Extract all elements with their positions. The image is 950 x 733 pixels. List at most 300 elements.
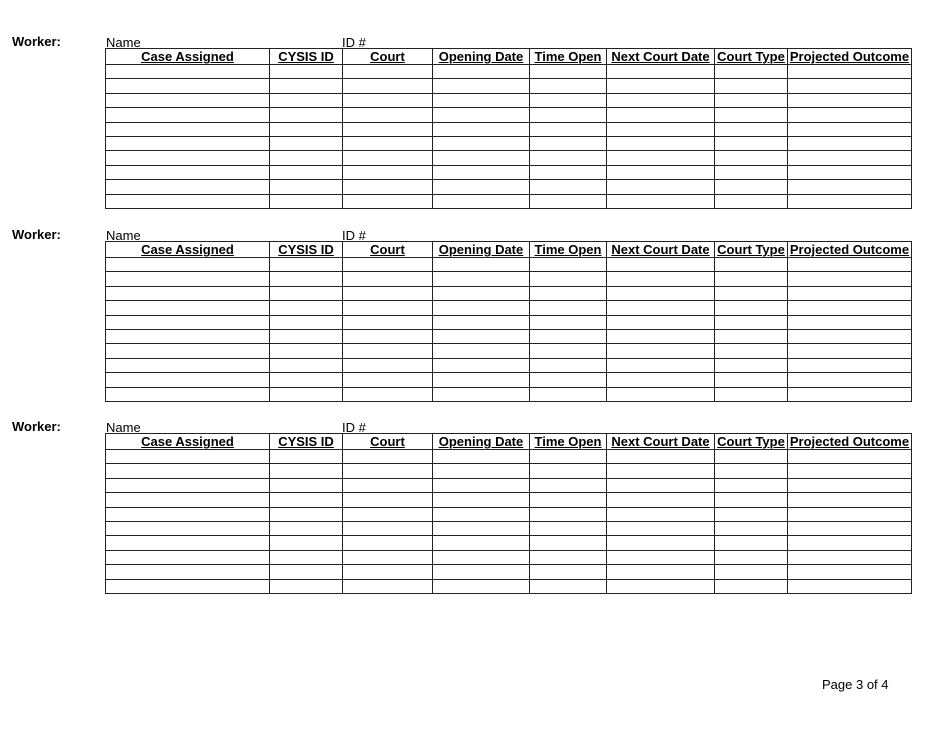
table-cell[interactable] <box>270 507 343 521</box>
table-cell[interactable] <box>433 521 530 535</box>
table-cell[interactable] <box>788 507 912 521</box>
table-cell[interactable] <box>788 65 912 79</box>
worker-section <box>0 227 950 417</box>
header-row <box>106 434 912 450</box>
table-row <box>106 579 912 593</box>
table-cell[interactable] <box>788 258 912 272</box>
table-cell[interactable] <box>270 93 343 107</box>
table-cell[interactable] <box>607 507 715 521</box>
table-cell[interactable] <box>607 536 715 550</box>
table-cell[interactable] <box>530 507 607 521</box>
table-cell[interactable] <box>607 358 715 372</box>
table-row <box>106 387 912 401</box>
table-cell[interactable] <box>607 373 715 387</box>
table-cell[interactable] <box>788 358 912 372</box>
table-cell[interactable] <box>433 79 530 93</box>
table-cell[interactable] <box>607 93 715 107</box>
table-cell[interactable] <box>715 344 788 358</box>
column-header: CYSIS ID <box>270 49 343 65</box>
table-cell[interactable] <box>433 493 530 507</box>
table-cell[interactable] <box>106 344 270 358</box>
table-cell[interactable] <box>343 286 433 300</box>
table-cell[interactable] <box>788 136 912 150</box>
table-cell[interactable] <box>788 493 912 507</box>
table-cell[interactable] <box>715 151 788 165</box>
table-cell[interactable] <box>607 344 715 358</box>
table-cell[interactable] <box>607 108 715 122</box>
table-cell[interactable] <box>788 329 912 343</box>
table-cell[interactable] <box>270 344 343 358</box>
id-label: ID # <box>342 420 366 435</box>
table-cell[interactable] <box>530 358 607 372</box>
table-cell[interactable] <box>530 450 607 464</box>
table-cell[interactable] <box>530 387 607 401</box>
table-cell[interactable] <box>530 344 607 358</box>
table-cell[interactable] <box>607 180 715 194</box>
table-cell[interactable] <box>270 358 343 372</box>
case-table <box>105 241 912 402</box>
table-cell[interactable] <box>530 373 607 387</box>
table-cell[interactable] <box>530 151 607 165</box>
table-cell[interactable] <box>530 536 607 550</box>
table-cell[interactable] <box>106 493 270 507</box>
table-cell[interactable] <box>607 79 715 93</box>
table-cell[interactable] <box>270 579 343 593</box>
table-row <box>106 108 912 122</box>
table-cell[interactable] <box>343 358 433 372</box>
table-cell[interactable] <box>715 165 788 179</box>
table-cell[interactable] <box>343 79 433 93</box>
table-cell[interactable] <box>607 521 715 535</box>
table-cell[interactable] <box>715 180 788 194</box>
table-row <box>106 151 912 165</box>
table-cell[interactable] <box>106 315 270 329</box>
table-row <box>106 536 912 550</box>
table-cell[interactable] <box>715 65 788 79</box>
table-cell[interactable] <box>270 493 343 507</box>
table-cell[interactable] <box>715 464 788 478</box>
table-cell[interactable] <box>530 315 607 329</box>
table-cell[interactable] <box>433 151 530 165</box>
table-cell[interactable] <box>788 79 912 93</box>
table-cell[interactable] <box>788 194 912 208</box>
table-cell[interactable] <box>433 565 530 579</box>
table-cell[interactable] <box>343 65 433 79</box>
table-cell[interactable] <box>106 93 270 107</box>
table-cell[interactable] <box>343 93 433 107</box>
table-cell[interactable] <box>788 272 912 286</box>
table-cell[interactable] <box>433 165 530 179</box>
table-cell[interactable] <box>788 478 912 492</box>
table-cell[interactable] <box>270 450 343 464</box>
table-cell[interactable] <box>343 536 433 550</box>
table-cell[interactable] <box>433 301 530 315</box>
table-cell[interactable] <box>433 550 530 564</box>
table-cell[interactable] <box>788 550 912 564</box>
table-cell[interactable] <box>106 108 270 122</box>
id-label: ID # <box>342 228 366 243</box>
table-cell[interactable] <box>715 315 788 329</box>
table-cell[interactable] <box>530 79 607 93</box>
table-cell[interactable] <box>433 272 530 286</box>
table-cell[interactable] <box>788 165 912 179</box>
column-header: Case Assigned <box>106 434 270 450</box>
table-cell[interactable] <box>106 258 270 272</box>
table-cell[interactable] <box>433 387 530 401</box>
table-row <box>106 565 912 579</box>
table-cell[interactable] <box>106 387 270 401</box>
table-cell[interactable] <box>607 565 715 579</box>
table-cell[interactable] <box>270 565 343 579</box>
table-cell[interactable] <box>270 194 343 208</box>
table-cell[interactable] <box>607 136 715 150</box>
table-cell[interactable] <box>715 493 788 507</box>
table-cell[interactable] <box>715 536 788 550</box>
table-cell[interactable] <box>607 258 715 272</box>
table-cell[interactable] <box>607 315 715 329</box>
table-cell[interactable] <box>343 478 433 492</box>
table-row <box>106 329 912 343</box>
table-cell[interactable] <box>607 165 715 179</box>
table-cell[interactable] <box>530 65 607 79</box>
table-row <box>106 180 912 194</box>
table-cell[interactable] <box>530 493 607 507</box>
table-cell[interactable] <box>607 493 715 507</box>
table-cell[interactable] <box>530 180 607 194</box>
table-cell[interactable] <box>715 122 788 136</box>
table-cell[interactable] <box>343 108 433 122</box>
table-cell[interactable] <box>715 550 788 564</box>
table-cell[interactable] <box>106 464 270 478</box>
table-cell[interactable] <box>715 93 788 107</box>
table-cell[interactable] <box>343 301 433 315</box>
table-cell[interactable] <box>106 579 270 593</box>
column-header: Next Court Date <box>607 49 715 65</box>
table-cell[interactable] <box>270 301 343 315</box>
table-cell[interactable] <box>788 536 912 550</box>
table-cell[interactable] <box>343 329 433 343</box>
table-cell[interactable] <box>106 521 270 535</box>
table-cell[interactable] <box>106 550 270 564</box>
table-row <box>106 122 912 136</box>
table-cell[interactable] <box>530 272 607 286</box>
worker-label: Worker: <box>12 419 61 434</box>
table-cell[interactable] <box>433 536 530 550</box>
table-cell[interactable] <box>343 464 433 478</box>
column-header: Court <box>343 242 433 258</box>
table-cell[interactable] <box>270 122 343 136</box>
table-cell[interactable] <box>106 79 270 93</box>
table-cell[interactable] <box>607 301 715 315</box>
table-cell[interactable] <box>433 180 530 194</box>
column-header: Time Open <box>530 49 607 65</box>
table-cell[interactable] <box>343 122 433 136</box>
table-cell[interactable] <box>788 151 912 165</box>
table-cell[interactable] <box>715 358 788 372</box>
table-cell[interactable] <box>433 65 530 79</box>
table-cell[interactable] <box>106 478 270 492</box>
table-cell[interactable] <box>530 301 607 315</box>
table-row <box>106 165 912 179</box>
table-cell[interactable] <box>343 387 433 401</box>
table-row <box>106 136 912 150</box>
table-cell[interactable] <box>715 521 788 535</box>
table-cell[interactable] <box>433 315 530 329</box>
table-cell[interactable] <box>788 315 912 329</box>
table-cell[interactable] <box>106 507 270 521</box>
table-cell[interactable] <box>788 108 912 122</box>
table-cell[interactable] <box>106 151 270 165</box>
table-cell[interactable] <box>270 387 343 401</box>
table-cell[interactable] <box>607 194 715 208</box>
table-cell[interactable] <box>607 464 715 478</box>
table-cell[interactable] <box>270 180 343 194</box>
table-cell[interactable] <box>106 450 270 464</box>
table-cell[interactable] <box>433 136 530 150</box>
table-cell[interactable] <box>433 579 530 593</box>
case-table <box>105 433 912 594</box>
table-cell[interactable] <box>607 579 715 593</box>
table-cell[interactable] <box>788 521 912 535</box>
table-cell[interactable] <box>343 272 433 286</box>
table-cell[interactable] <box>530 122 607 136</box>
table-cell[interactable] <box>343 194 433 208</box>
table-cell[interactable] <box>433 258 530 272</box>
table-cell[interactable] <box>433 507 530 521</box>
table-cell[interactable] <box>343 165 433 179</box>
table-cell[interactable] <box>343 565 433 579</box>
table-cell[interactable] <box>106 358 270 372</box>
table-cell[interactable] <box>433 344 530 358</box>
table-row <box>106 521 912 535</box>
table-cell[interactable] <box>607 151 715 165</box>
worker-label: Worker: <box>12 34 61 49</box>
table-row <box>106 272 912 286</box>
table-cell[interactable] <box>530 478 607 492</box>
table-cell[interactable] <box>788 464 912 478</box>
table-cell[interactable] <box>715 450 788 464</box>
column-header: Court Type <box>715 242 788 258</box>
table-row <box>106 93 912 107</box>
column-header: Time Open <box>530 434 607 450</box>
table-cell[interactable] <box>343 493 433 507</box>
table-cell[interactable] <box>433 478 530 492</box>
table-cell[interactable] <box>343 344 433 358</box>
table-cell[interactable] <box>530 329 607 343</box>
column-header: Opening Date <box>433 242 530 258</box>
column-header: Projected Outcome <box>788 242 912 258</box>
table-cell[interactable] <box>715 565 788 579</box>
table-cell[interactable] <box>343 136 433 150</box>
table-cell[interactable] <box>607 550 715 564</box>
table-row <box>106 358 912 372</box>
table-cell[interactable] <box>270 521 343 535</box>
table-cell[interactable] <box>106 301 270 315</box>
column-header: Next Court Date <box>607 434 715 450</box>
table-cell[interactable] <box>270 464 343 478</box>
table-cell[interactable] <box>530 93 607 107</box>
header-row <box>106 242 912 258</box>
table-cell[interactable] <box>530 550 607 564</box>
table-cell[interactable] <box>530 108 607 122</box>
table-cell[interactable] <box>433 93 530 107</box>
table-cell[interactable] <box>343 258 433 272</box>
table-cell[interactable] <box>607 387 715 401</box>
table-row <box>106 507 912 521</box>
table-cell[interactable] <box>270 286 343 300</box>
table-cell[interactable] <box>343 521 433 535</box>
table-cell[interactable] <box>270 373 343 387</box>
table-cell[interactable] <box>715 478 788 492</box>
table-cell[interactable] <box>788 450 912 464</box>
table-cell[interactable] <box>715 579 788 593</box>
column-header: Case Assigned <box>106 49 270 65</box>
table-cell[interactable] <box>788 301 912 315</box>
column-header: Court Type <box>715 434 788 450</box>
table-cell[interactable] <box>106 565 270 579</box>
table-cell[interactable] <box>343 151 433 165</box>
name-label: Name <box>106 420 141 435</box>
table-cell[interactable] <box>607 478 715 492</box>
table-cell[interactable] <box>270 315 343 329</box>
column-header: Opening Date <box>433 49 530 65</box>
table-cell[interactable] <box>715 329 788 343</box>
table-cell[interactable] <box>607 122 715 136</box>
column-header: Court <box>343 49 433 65</box>
table-cell[interactable] <box>530 194 607 208</box>
table-cell[interactable] <box>106 180 270 194</box>
table-cell[interactable] <box>715 373 788 387</box>
table-cell[interactable] <box>530 565 607 579</box>
table-cell[interactable] <box>106 373 270 387</box>
table-cell[interactable] <box>270 272 343 286</box>
table-cell[interactable] <box>788 122 912 136</box>
table-cell[interactable] <box>270 536 343 550</box>
table-cell[interactable] <box>715 272 788 286</box>
table-cell[interactable] <box>343 579 433 593</box>
table-cell[interactable] <box>270 136 343 150</box>
id-label: ID # <box>342 35 366 50</box>
table-cell[interactable] <box>106 286 270 300</box>
table-cell[interactable] <box>607 450 715 464</box>
table-cell[interactable] <box>433 108 530 122</box>
table-cell[interactable] <box>607 65 715 79</box>
table-cell[interactable] <box>715 286 788 300</box>
table-cell[interactable] <box>433 464 530 478</box>
table-cell[interactable] <box>106 329 270 343</box>
table-cell[interactable] <box>433 358 530 372</box>
table-cell[interactable] <box>607 272 715 286</box>
table-cell[interactable] <box>715 258 788 272</box>
table-cell[interactable] <box>788 387 912 401</box>
table-cell[interactable] <box>106 194 270 208</box>
table-cell[interactable] <box>433 194 530 208</box>
worker-section <box>0 419 950 609</box>
table-cell[interactable] <box>106 65 270 79</box>
table-row <box>106 550 912 564</box>
table-cell[interactable] <box>270 165 343 179</box>
table-cell[interactable] <box>530 136 607 150</box>
table-cell[interactable] <box>433 329 530 343</box>
table-cell[interactable] <box>788 286 912 300</box>
column-header: Case Assigned <box>106 242 270 258</box>
table-cell[interactable] <box>106 272 270 286</box>
table-cell[interactable] <box>788 565 912 579</box>
table-cell[interactable] <box>270 478 343 492</box>
table-cell[interactable] <box>270 151 343 165</box>
column-header: Court <box>343 434 433 450</box>
table-cell[interactable] <box>788 373 912 387</box>
table-row <box>106 464 912 478</box>
table-cell[interactable] <box>715 301 788 315</box>
table-cell[interactable] <box>270 79 343 93</box>
table-cell[interactable] <box>788 93 912 107</box>
table-cell[interactable] <box>343 550 433 564</box>
page-number: Page 3 of 4 <box>822 677 889 692</box>
table-cell[interactable] <box>270 258 343 272</box>
table-cell[interactable] <box>788 344 912 358</box>
table-cell[interactable] <box>106 122 270 136</box>
table-cell[interactable] <box>343 180 433 194</box>
column-header: CYSIS ID <box>270 434 343 450</box>
table-cell[interactable] <box>106 165 270 179</box>
table-row <box>106 315 912 329</box>
table-cell[interactable] <box>530 165 607 179</box>
table-cell[interactable] <box>270 550 343 564</box>
table-cell[interactable] <box>106 536 270 550</box>
table-row <box>106 79 912 93</box>
table-cell[interactable] <box>343 373 433 387</box>
table-cell[interactable] <box>788 180 912 194</box>
table-cell[interactable] <box>106 136 270 150</box>
table-cell[interactable] <box>607 286 715 300</box>
table-cell[interactable] <box>715 194 788 208</box>
table-cell[interactable] <box>270 108 343 122</box>
table-cell[interactable] <box>530 464 607 478</box>
table-cell[interactable] <box>530 286 607 300</box>
table-cell[interactable] <box>343 450 433 464</box>
table-cell[interactable] <box>530 521 607 535</box>
table-cell[interactable] <box>715 79 788 93</box>
table-cell[interactable] <box>715 387 788 401</box>
table-row <box>106 301 912 315</box>
table-cell[interactable] <box>433 450 530 464</box>
table-cell[interactable] <box>343 507 433 521</box>
table-cell[interactable] <box>530 579 607 593</box>
table-cell[interactable] <box>343 315 433 329</box>
table-cell[interactable] <box>270 65 343 79</box>
case-table <box>105 48 912 209</box>
table-cell[interactable] <box>788 579 912 593</box>
table-row <box>106 258 912 272</box>
table-row <box>106 450 912 464</box>
table-cell[interactable] <box>607 329 715 343</box>
table-cell[interactable] <box>270 329 343 343</box>
header-row <box>106 49 912 65</box>
table-cell[interactable] <box>715 507 788 521</box>
table-cell[interactable] <box>530 258 607 272</box>
table-cell[interactable] <box>433 122 530 136</box>
table-cell[interactable] <box>433 373 530 387</box>
table-cell[interactable] <box>715 136 788 150</box>
column-header: Projected Outcome <box>788 49 912 65</box>
worker-label: Worker: <box>12 227 61 242</box>
table-cell[interactable] <box>433 286 530 300</box>
table-row <box>106 493 912 507</box>
table-cell[interactable] <box>715 108 788 122</box>
name-label: Name <box>106 228 141 243</box>
table-row <box>106 478 912 492</box>
